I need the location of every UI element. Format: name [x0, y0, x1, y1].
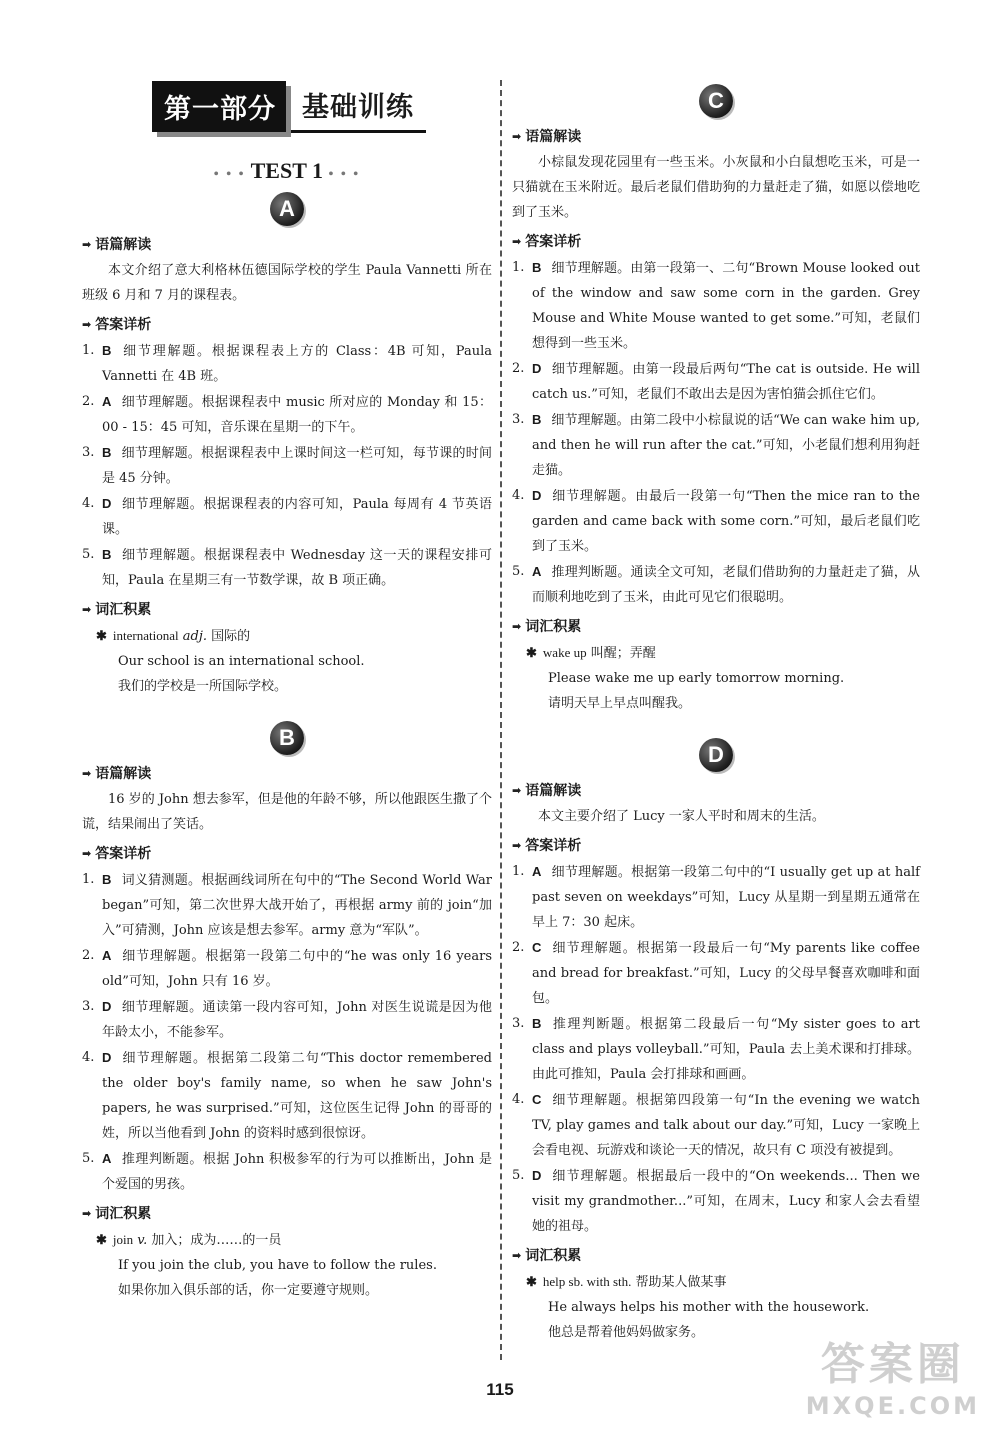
section-b [82, 721, 492, 1303]
reading-summary: 小棕鼠发现花园里有一些玉米。小灰鼠和小白鼠想吃玉米，可是一只猫就在玉米附近。最后老鼠们借助狗的力量赶走了猫，如愿以偿地吃到了玉米。 [512, 155, 920, 220]
answers-heading: ➡ 答案详析 [82, 846, 152, 862]
part-title: 基础训练 [290, 79, 426, 133]
answer-item: 3. B 细节理解题。根据课程表中上课时间这一栏可知，每节课的时间是 45 分钟。 [82, 445, 492, 486]
reading-summary: 本文主要介绍了 Lucy 一家人平时和周末的生活。 [538, 809, 825, 824]
vocab-entry: ✱ wake up 叫醒；弄醒 Please wake me up early tomorrow morning. 请明天早上早点叫醒我。 [526, 645, 845, 711]
section-a [82, 192, 492, 699]
arrow-icon: ➡ [82, 766, 92, 780]
section-d [512, 738, 920, 1345]
answer-item: 3. B 细节理解题。由第二段中小棕鼠说的话“We can wake him up, and then he will run after the cat.”可知，小老鼠们想利用狗赶走猫。 [512, 412, 920, 478]
answers-heading: ➡ 答案详析 [82, 317, 152, 333]
answer-item: 4. D 细节理解题。根据第二段第二句“This doctor remembered the older boy's family name, so when he saw John's papers, he was surprised.”可知，这位医生记得 John 的哥哥的姓，所以当他看到 John 的资料时感到很惊讶。 [82, 1050, 492, 1141]
part-label: 第一部分 [152, 81, 286, 132]
title-deco-right: • • • [328, 167, 361, 182]
vocab-heading: ➡ 词汇积累 [512, 1248, 582, 1264]
answer-item: 1. A 细节理解题。根据第一段第二句中的“I usually get up at half past seven on weekdays”可知，Lucy 从星期一到星期五通常在早上 7：30 起床。 [512, 864, 920, 930]
answer-item: 3. B 推理判断题。根据第二段最后一句“My sister goes to art class and plays volleyball.”可知，Paula 去上美术课和打排球。由此可推知，Paula 会打排球和画画。 [512, 1016, 920, 1082]
test-title-block [82, 158, 492, 184]
answer-item: 2. A 细节理解题。根据课程表中 music 所对应的 Monday 和 15：00 - 15：45 可知，音乐课在星期一的下午。 [82, 394, 492, 435]
left-column [82, 70, 492, 1303]
arrow-icon: ➡ [82, 846, 92, 860]
answer-item: 4. D 细节理解题。由最后一段第一句“Then the mice ran to the garden and came back with some corn.”可知，最后老鼠们吃到了玉米。 [512, 488, 920, 554]
arrow-icon: ➡ [512, 234, 522, 248]
test-title: TEST 1 [250, 158, 323, 183]
answer-item: 5. A 推理判断题。根据 John 积极参军的行为可以推断出，John 是个爱国的男孩。 [82, 1151, 492, 1192]
vocab-entry: ✱ join v. 加入；成为……的一员 If you join the club, you have to follow the rules. 如果你加入俱乐部的话，你一定要遵守规则。 [96, 1232, 437, 1298]
reading-summary: 16 岁的 John 想去参军，但是他的年龄不够，所以他跟医生撒了个谎，结果闹出了笑话。 [82, 792, 492, 832]
answer-item: 1. B 细节理解题。由第一段第一、二句“Brown Mouse looked out of the window and saw some corn in the garden. Grey Mouse and White Mouse wanted to get some.”可知，老鼠们想得到一些玉米。 [512, 260, 920, 351]
section-c [512, 84, 920, 716]
vocab-entry: ✱ international adj. 国际的 Our school is an international school. 我们的学校是一所国际学校。 [96, 628, 365, 694]
answer-item: 4. D 细节理解题。根据课程表的内容可知，Paula 每周有 4 节英语课。 [82, 496, 492, 537]
column-divider [500, 80, 502, 1360]
arrow-icon: ➡ [512, 619, 522, 633]
watermark [806, 1328, 980, 1420]
arrow-icon: ➡ [82, 1206, 92, 1220]
reading-heading: ➡ 语篇解读 [82, 766, 152, 782]
section-letter-badge: C [699, 84, 733, 118]
section-letter-badge: D [699, 738, 733, 772]
asterisk-icon: ✱ [526, 1275, 537, 1290]
part-header [152, 80, 492, 132]
reading-heading: ➡ 语篇解读 [512, 129, 582, 145]
section-letter-badge: A [270, 192, 304, 226]
arrow-icon: ➡ [512, 129, 522, 143]
vocab-heading: ➡ 词汇积累 [512, 619, 582, 635]
watermark-line1: 答案圈 [820, 1339, 965, 1390]
reading-heading: ➡ 语篇解读 [82, 237, 152, 253]
answer-item: 2. D 细节理解题。由第一段最后两句“The cat is outside. He will catch us.”可知，老鼠们不敢出去是因为害怕猫会抓住它们。 [512, 361, 920, 402]
answer-item: 2. C 细节理解题。根据第一段最后一句“My parents like coffee and bread for breakfast.”可知，Lucy 的父母早餐喜欢咖啡和面包。 [512, 940, 920, 1006]
answer-item: 1. B 词义猜测题。根据画线词所在句中的“The Second World War began”可知，第二次世界大战开始了，再根据 army 前的 join“加入”可猜测，John 应该是想去参军。army 意为“军队”。 [82, 872, 492, 938]
title-deco-left: • • • [213, 167, 246, 182]
arrow-icon: ➡ [512, 838, 522, 852]
section-letter-badge: B [270, 721, 304, 755]
answer-item: 2. A 细节理解题。根据第一段第二句中的“he was only 16 years old”可知，John 只有 16 岁。 [82, 948, 492, 989]
asterisk-icon: ✱ [96, 629, 107, 644]
vocab-entry: ✱ help sb. with sth. 帮助某人做某事 He always helps his mother with the housework. 他总是帮着他妈妈做家务。 [526, 1274, 870, 1340]
arrow-icon: ➡ [82, 237, 92, 251]
page-number: 115 [486, 1380, 514, 1399]
arrow-icon: ➡ [82, 317, 92, 331]
answers-heading: ➡ 答案详析 [512, 838, 582, 854]
answers-heading: ➡ 答案详析 [512, 234, 582, 250]
reading-heading: ➡ 语篇解读 [512, 783, 582, 799]
arrow-icon: ➡ [82, 602, 92, 616]
vocab-heading: ➡ 词汇积累 [82, 1206, 152, 1222]
answer-item: 1. B 细节理解题。根据课程表上方的 Class：4B 可知，Paula Vannetti 在 4B 班。 [82, 343, 492, 384]
asterisk-icon: ✱ [526, 646, 537, 661]
answer-item: 3. D 细节理解题。通读第一段内容可知，John 对医生说谎是因为他年龄太小，不能参军。 [82, 999, 492, 1040]
answer-item: 4. C 细节理解题。根据第四段第一句“In the evening we watch TV, play games and talk about our day.”可知，Lucy 一家晚上会看电视、玩游戏和谈论一天的情况，故只有 C 项没有被提到。 [512, 1092, 920, 1158]
vocab-heading: ➡ 词汇积累 [82, 602, 152, 618]
right-column [512, 78, 920, 1345]
watermark-line2: MXQE.COM [805, 1392, 980, 1420]
reading-summary: 本文介绍了意大利格林伍德国际学校的学生 Paula Vannetti 所在班级 6 月和 7 月的课程表。 [82, 263, 492, 303]
arrow-icon: ➡ [512, 783, 522, 797]
arrow-icon: ➡ [512, 1248, 522, 1262]
answer-item: 5. B 细节理解题。根据课程表中 Wednesday 这一天的课程安排可知，Paula 在星期三有一节数学课，故 B 项正确。 [82, 547, 492, 588]
answer-item: 5. A 推理判断题。通读全文可知，老鼠们借助狗的力量赶走了猫，从而顺利地吃到了玉米，由此可见它们很聪明。 [512, 564, 920, 605]
answer-item: 5. D 细节理解题。根据最后一段中的“On weekends... Then we visit my grandmother...”可知，在周末，Lucy 和家人会去看望她的祖母。 [512, 1168, 920, 1234]
asterisk-icon: ✱ [96, 1233, 107, 1248]
